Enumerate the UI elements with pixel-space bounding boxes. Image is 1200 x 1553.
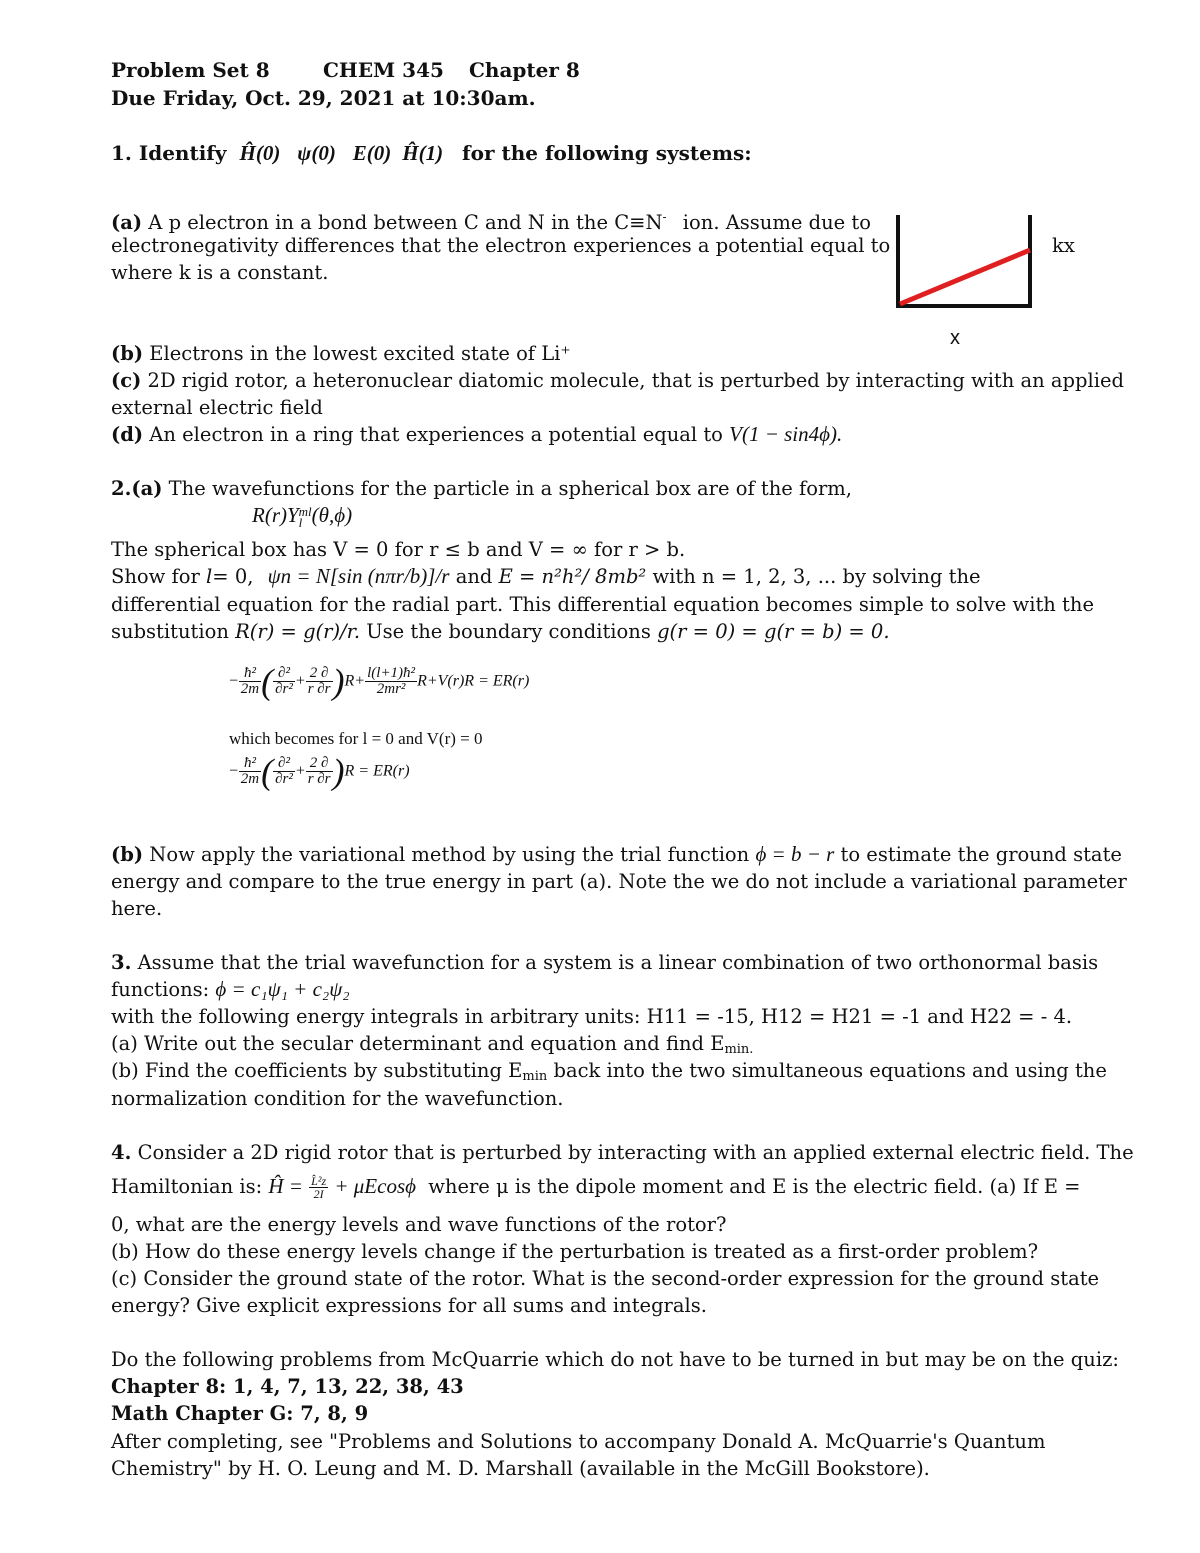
q2a-show-text4: with n = 1, 2, 3, ... by solving the xyxy=(652,565,981,588)
q2a-show-text1: Show for xyxy=(111,565,200,588)
eq1-rhs: R+V(r)R = ER(r) xyxy=(417,672,530,690)
q2a-wavefunction-form xyxy=(252,502,352,529)
footer-line1: Do the following problems from McQuarrie which do not have to be turned in but may be on the quiz: xyxy=(111,1348,1119,1371)
q4-line1 xyxy=(111,1139,1134,1166)
eq1-d2-den: ∂r² xyxy=(275,681,293,697)
q2a-form-sup: ml xyxy=(298,504,312,520)
diagram-x-label: x xyxy=(950,327,960,349)
q2a-energy-equation: E = n²h²/ 8mb² xyxy=(498,565,647,588)
footer-line5: Chemistry" by H. O. Leung and M. D. Marshall (available in the McGill Bookstore). xyxy=(111,1457,930,1480)
eq1-d1-den: r ∂r xyxy=(307,681,331,697)
q3-text5a: (b) Find the coefficients by substituting E xyxy=(111,1059,523,1082)
q4-line6: energy? Give explicit expressions for all sums and integrals. xyxy=(111,1294,707,1317)
q1c-line2: external electric field xyxy=(111,396,323,419)
q2a-subst-text1: substitution xyxy=(111,620,229,643)
radial-equation-l0: − $\frac{\text{ħ²}}{2m}$ ( $\frac{\text{∂²}}{\text{∂r²}}$ + $\frac{2 \partial}{r \partial r}$ )R = ER(r) xyxy=(228,751,410,792)
q2a-form-end: (θ,ϕ) xyxy=(311,503,353,527)
q3-trial-wavefunction: ϕ = c₁ψ₁ + c₂ψ₂ xyxy=(215,977,350,1001)
q2a-show-l: l xyxy=(206,565,213,588)
q2b-line1 xyxy=(111,841,1122,868)
q4-text2b: where μ is the dipole moment and E is the electric field. (a) If E = xyxy=(428,1175,1081,1198)
q2a-psi-equation: ψn = N[sin (nπr/b)]/r xyxy=(267,564,450,588)
eq2-d1-den: r ∂r xyxy=(307,771,331,787)
q4-text1: Consider a 2D rigid rotor that is perturbed by interacting with an applied external electric field. The xyxy=(137,1141,1134,1164)
q4-text2a: Hamiltonian is: xyxy=(111,1175,263,1198)
eq-which-becomes: which becomes for l = 0 and V(r) = 0 xyxy=(229,729,483,748)
eq2-lhs-num: ħ² xyxy=(239,756,261,772)
radial-equation-full: − $\frac{\text{ħ²}}{2m}$ ( $\frac{\text{∂²}}{\text{∂r²}}$ + $\frac{2 \partial}{r \partial r}$ )R+ $\frac{\text{l(l+1)ħ²}}{\text{2mr²}}$ R+V(r)R = ER(r) xyxy=(228,661,530,702)
q1-symbol-h1: Ĥ(1) xyxy=(402,141,444,165)
q1c-label: (c) xyxy=(111,369,142,392)
q4-hamiltonian-perturbation: + μEcosϕ xyxy=(334,1174,416,1198)
q1-symbol-psi0: ψ(0) xyxy=(297,141,336,165)
due-date: Due Friday, Oct. 29, 2021 at 10:30am. xyxy=(111,86,536,110)
q3-number: 3. xyxy=(111,951,132,974)
q3-line2 xyxy=(111,976,350,1003)
q3-line6: normalization condition for the wavefunction. xyxy=(111,1087,564,1110)
q1-prompt xyxy=(111,140,752,167)
eq1-d2-num: ∂² xyxy=(273,666,295,682)
eq1-lhs-den: 2m xyxy=(240,681,260,697)
q1a-line3: where k is a constant. xyxy=(111,261,329,284)
q1-prompt-end: for the following systems: xyxy=(462,141,752,165)
q2a-diff-line: differential equation for the radial part. This differential equation becomes simple to solve with the xyxy=(111,593,1094,616)
eq1-l-den: 2mr² xyxy=(376,681,406,697)
footer-math-chapter: Math Chapter G: 7, 8, 9 xyxy=(111,1402,369,1425)
q1c-text1: 2D rigid rotor, a heteronuclear diatomic molecule, that is perturbed by interacting with an applied xyxy=(147,369,1124,392)
eq2-lhs-den: 2m xyxy=(240,771,260,787)
q1b-text: Electrons in the lowest excited state of Li⁺ xyxy=(149,342,571,365)
q1-prompt-start: Identify xyxy=(138,141,227,165)
q1a-label: (a) xyxy=(111,211,143,234)
eq2-d2-num: ∂² xyxy=(273,756,295,772)
q2b-text1-end: to estimate the ground state xyxy=(840,843,1122,866)
q2b-trial-function: ϕ = b − r xyxy=(755,842,835,866)
potential-line xyxy=(900,250,1030,304)
eq2-rhs: R = ER(r) xyxy=(344,762,410,780)
q1c-line1 xyxy=(111,367,1124,394)
q3-text4: (a) Write out the secular determinant and equation and find E xyxy=(111,1032,725,1055)
q1-symbol-e0: E(0) xyxy=(352,141,392,165)
q3-text2: functions: xyxy=(111,978,210,1001)
q4-line4: (b) How do these energy levels change if the perturbation is treated as a first-order problem? xyxy=(111,1240,1039,1263)
q1b-label: (b) xyxy=(111,342,144,365)
q1d-line xyxy=(111,421,842,448)
q1d-text: An electron in a ring that experiences a potential equal to xyxy=(149,423,723,446)
q1-symbol-h0: Ĥ(0) xyxy=(239,141,281,165)
q2a-form-main: R(r)Y xyxy=(252,503,299,527)
q2a-show-text3: and xyxy=(455,565,493,588)
q2b-line3: here. xyxy=(111,897,163,920)
q2a-subst-equation: R(r) = g(r)/r. xyxy=(235,620,361,643)
eq1-lhs-num: ħ² xyxy=(239,666,261,682)
q2b-label: (b) xyxy=(111,843,144,866)
q1a-text1-end: ion. Assume due to xyxy=(682,211,871,234)
eq2-d1-num: 2 ∂ xyxy=(306,756,333,772)
potential-diagram xyxy=(890,210,1040,315)
q1a-text1: A p electron in a bond between C and N in the C≡N xyxy=(148,211,663,234)
q4-number: 4. xyxy=(111,1141,132,1164)
q2a-form-indices xyxy=(298,504,312,531)
q2a-subst-text2: Use the boundary conditions xyxy=(366,620,651,643)
q4-line3: 0, what are the energy levels and wave functions of the rotor? xyxy=(111,1213,727,1236)
q3-emin-sub2: min xyxy=(522,1069,548,1084)
q4-line5: (c) Consider the ground state of the rotor. What is the second-order expression for the ground state xyxy=(111,1267,1100,1290)
eq2-d2-den: ∂r² xyxy=(275,771,293,787)
q2-number: 2. xyxy=(111,477,132,500)
q2a-show-text2: = 0, xyxy=(212,565,254,588)
eq1-mid: R+ xyxy=(344,672,366,690)
q4-hamiltonian-num: L̂²z xyxy=(311,1174,327,1188)
q2a-form-sub: l xyxy=(298,515,303,531)
header-line xyxy=(111,57,580,84)
q2b-line2: energy and compare to the true energy in part (a). Note the we do not include a variational parameter xyxy=(111,870,1127,893)
q1a-superscript: - xyxy=(662,210,667,224)
footer-line4: After completing, see "Problems and Solutions to accompany Donald A. McQuarrie's Quantum xyxy=(111,1430,1046,1453)
eq1-l-num: l(l+1)ħ² xyxy=(367,665,416,681)
course-label: CHEM 345 xyxy=(323,58,444,82)
q2a-subst-line xyxy=(111,618,890,645)
q2a-line1 xyxy=(111,475,852,502)
q2a-show-line xyxy=(111,563,981,590)
chapter-label: Chapter 8 xyxy=(469,58,580,82)
q1b-line xyxy=(111,340,571,367)
q2a-boundary-conditions: g(r = 0) = g(r = b) = 0. xyxy=(657,620,890,643)
q1a-line2: electronegativity differences that the electron experiences a potential equal to xyxy=(111,234,891,257)
eq1-d1-num: 2 ∂ xyxy=(306,666,333,682)
q4-line2 xyxy=(111,1173,1080,1200)
q4-hamiltonian-den: 2I xyxy=(313,1187,324,1201)
problem-set-label: Problem Set 8 xyxy=(111,58,270,82)
q2a-text1: The wavefunctions for the particle in a spherical box are of the form, xyxy=(168,477,852,500)
q2a-label: (a) xyxy=(131,477,163,500)
q4-hamiltonian-lhs: Ĥ = xyxy=(268,1174,303,1198)
q1-number: 1. xyxy=(111,141,132,165)
q3-line3: with the following energy integrals in arbitrary units: H11 = -15, H12 = H21 = -1 and H22 = - 4. xyxy=(111,1005,1073,1028)
q3-text5b: back into the two simultaneous equations and using the xyxy=(553,1059,1107,1082)
footer-chapter8: Chapter 8: 1, 4, 7, 13, 22, 38, 43 xyxy=(111,1375,464,1398)
q1d-equation: V(1 − sin4ϕ). xyxy=(729,422,843,446)
q3-line1 xyxy=(111,949,1098,976)
q2a-box-line: The spherical box has V = 0 for r ≤ b and V = ∞ for r > b. xyxy=(111,538,686,561)
q2b-text1: Now apply the variational method by using the trial function xyxy=(149,843,750,866)
q3-emin-sub: min. xyxy=(724,1042,754,1057)
q1d-label: (d) xyxy=(111,423,144,446)
q3-text1: Assume that the trial wavefunction for a system is a linear combination of two orthonormal basis xyxy=(137,951,1099,974)
diagram-kx-label: kx xyxy=(1052,234,1075,257)
